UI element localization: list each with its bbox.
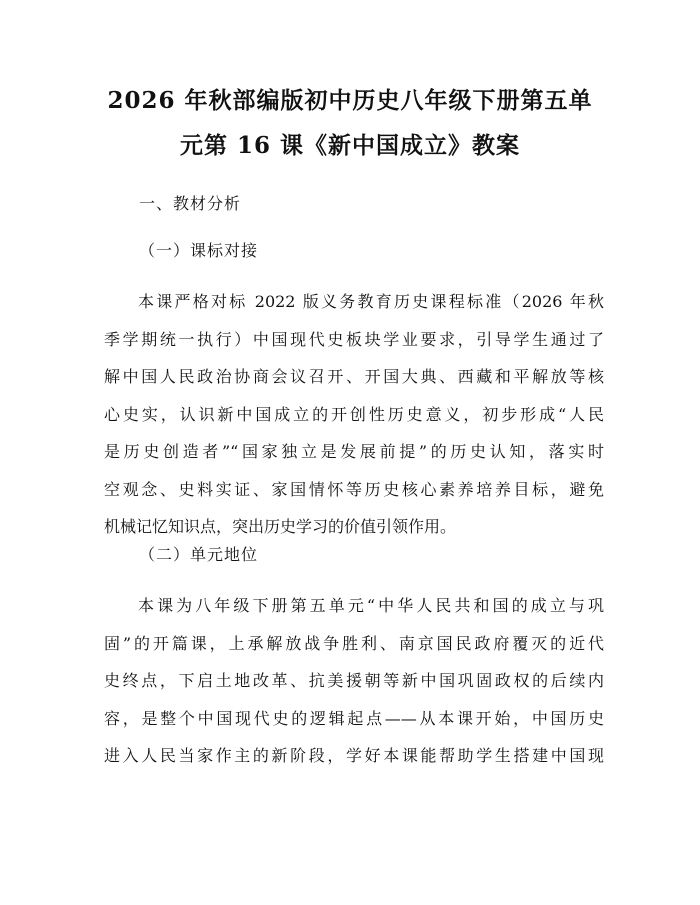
section-heading-textbook-analysis: 一、教材分析 [139,194,242,213]
document-title [95,79,605,123]
paragraph-line: 机械记忆知识点，突出历史学习的价值引领作用。 [104,517,457,536]
paragraph-line: 解中国人民政治协商会议召开、开国大典、西藏和平解放等核 [104,367,604,386]
paragraph-line: 季学期统一执行）中国现代史板块学业要求，引导学生通过了 [104,329,604,349]
paragraph-line: 史终点，下启土地改革、抗美援朝等新中国巩固政权的后续内 [104,671,604,690]
paragraph-line: 本课为八年级下册第五单元“中华人民共和国的成立与巩 [138,596,604,615]
document-title-continued [95,124,605,168]
subsection-heading-curriculum-standards: （一）课标对接 [139,241,259,260]
paragraph-curriculum-standards [104,283,604,546]
paragraph-line: 是历史创造者”“国家独立是发展前提”的历史认知，落实时 [104,442,604,461]
paragraph-line: 进入人民当家作主的新阶段，学好本课能帮助学生搭建中国现 [104,746,604,765]
paragraph-line: 心史实，认识新中国成立的开创性历史意义，初步形成“人民 [104,404,604,424]
subsection-heading-unit-position: （二）单元地位 [139,545,259,564]
paragraph-line: 容，是整个中国现代史的逻辑起点——从本课开始，中国历史 [104,708,604,728]
paragraph-line: 空观念、史料实证、家国情怀等历史核心素养培养目标，避免 [104,479,604,499]
paragraph-line: 固”的开篇课，上承解放战争胜利、南京国民政府覆灭的近代 [104,633,604,653]
title-line-1: 2026 年秋部编版初中历史八年级下册第五单 [107,87,593,114]
title-line-2: 元第 16 课《新中国成立》教案 [179,132,521,159]
paragraph-unit-position [104,587,604,775]
paragraph-line: 本课严格对标 2022 版义务教育历史课程标准（2026 年秋 [138,292,604,311]
